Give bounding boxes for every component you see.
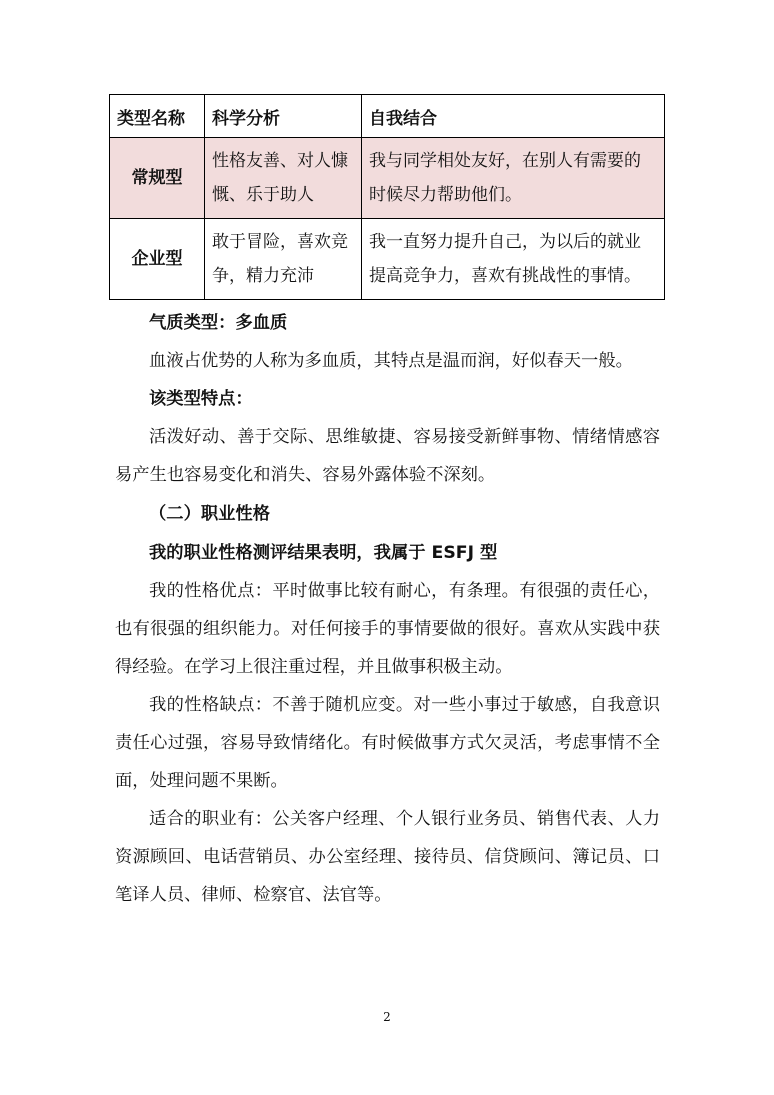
type-name-cell: 常规型 (110, 138, 205, 219)
self-cell: 我一直努力提升自己，为以后的就业提高竞争力，喜欢有挑战性的事情。 (362, 219, 665, 300)
suitable-careers-paragraph: 适合的职业有：公关客户经理、个人银行业务员、销售代表、人力资源顾回、电话营销员、办公室经理、接待员、信贷顾问、簿记员、口笔译人员、律师、检察官、法官等。 (115, 809, 660, 905)
table-row (110, 138, 665, 219)
temperament-heading: 气质类型：多血质 (149, 313, 288, 333)
type-features-text: 活泼好动、善于交际、思维敏捷、容易接受新鲜事物、情绪情感容易产生也容易变化和消失、容易外露体验不深刻。 (115, 427, 660, 485)
strengths-paragraph: 我的性格优点：平时做事比较有耐心，有条理。有很强的责任心，也有很强的组织能力。对任何接手的事情要做的很好。喜欢从实践中获得经验。在学习上很注重过程，并且做事积极主动。 (115, 581, 660, 677)
page-number: 2 (383, 1010, 391, 1024)
header-scientific-analysis: 科学分析 (205, 95, 362, 138)
section-heading-career-personality: （二）职业性格 (149, 504, 270, 524)
test-result-statement: 我的职业性格测评结果表明，我属于 ESFJ 型 (149, 543, 498, 563)
weaknesses-paragraph: 我的性格缺点：不善于随机应变。对一些小事过于敏感，自我意识责任心过强，容易导致情绪化。有时候做事方式欠灵活，考虑事情不全面，处理问题不果断。 (115, 695, 660, 791)
analysis-cell: 敢于冒险，喜欢竞争，精力充沛 (205, 219, 362, 300)
header-type-name: 类型名称 (110, 95, 205, 138)
temperament-description: 血液占优势的人称为多血质，其特点是温而润，好似春天一般。 (149, 351, 633, 371)
analysis-cell: 性格友善、对人慷慨、乐于助人 (205, 138, 362, 219)
document-body (115, 304, 660, 914)
table-header-row (110, 95, 665, 138)
self-cell: 我与同学相处友好，在别人有需要的时候尽力帮助他们。 (362, 138, 665, 219)
table-row (110, 219, 665, 300)
type-name-cell: 企业型 (110, 219, 205, 300)
type-features-heading: 该类型特点： (149, 389, 253, 409)
personality-type-table (109, 94, 665, 300)
header-self-combination: 自我结合 (362, 95, 665, 138)
